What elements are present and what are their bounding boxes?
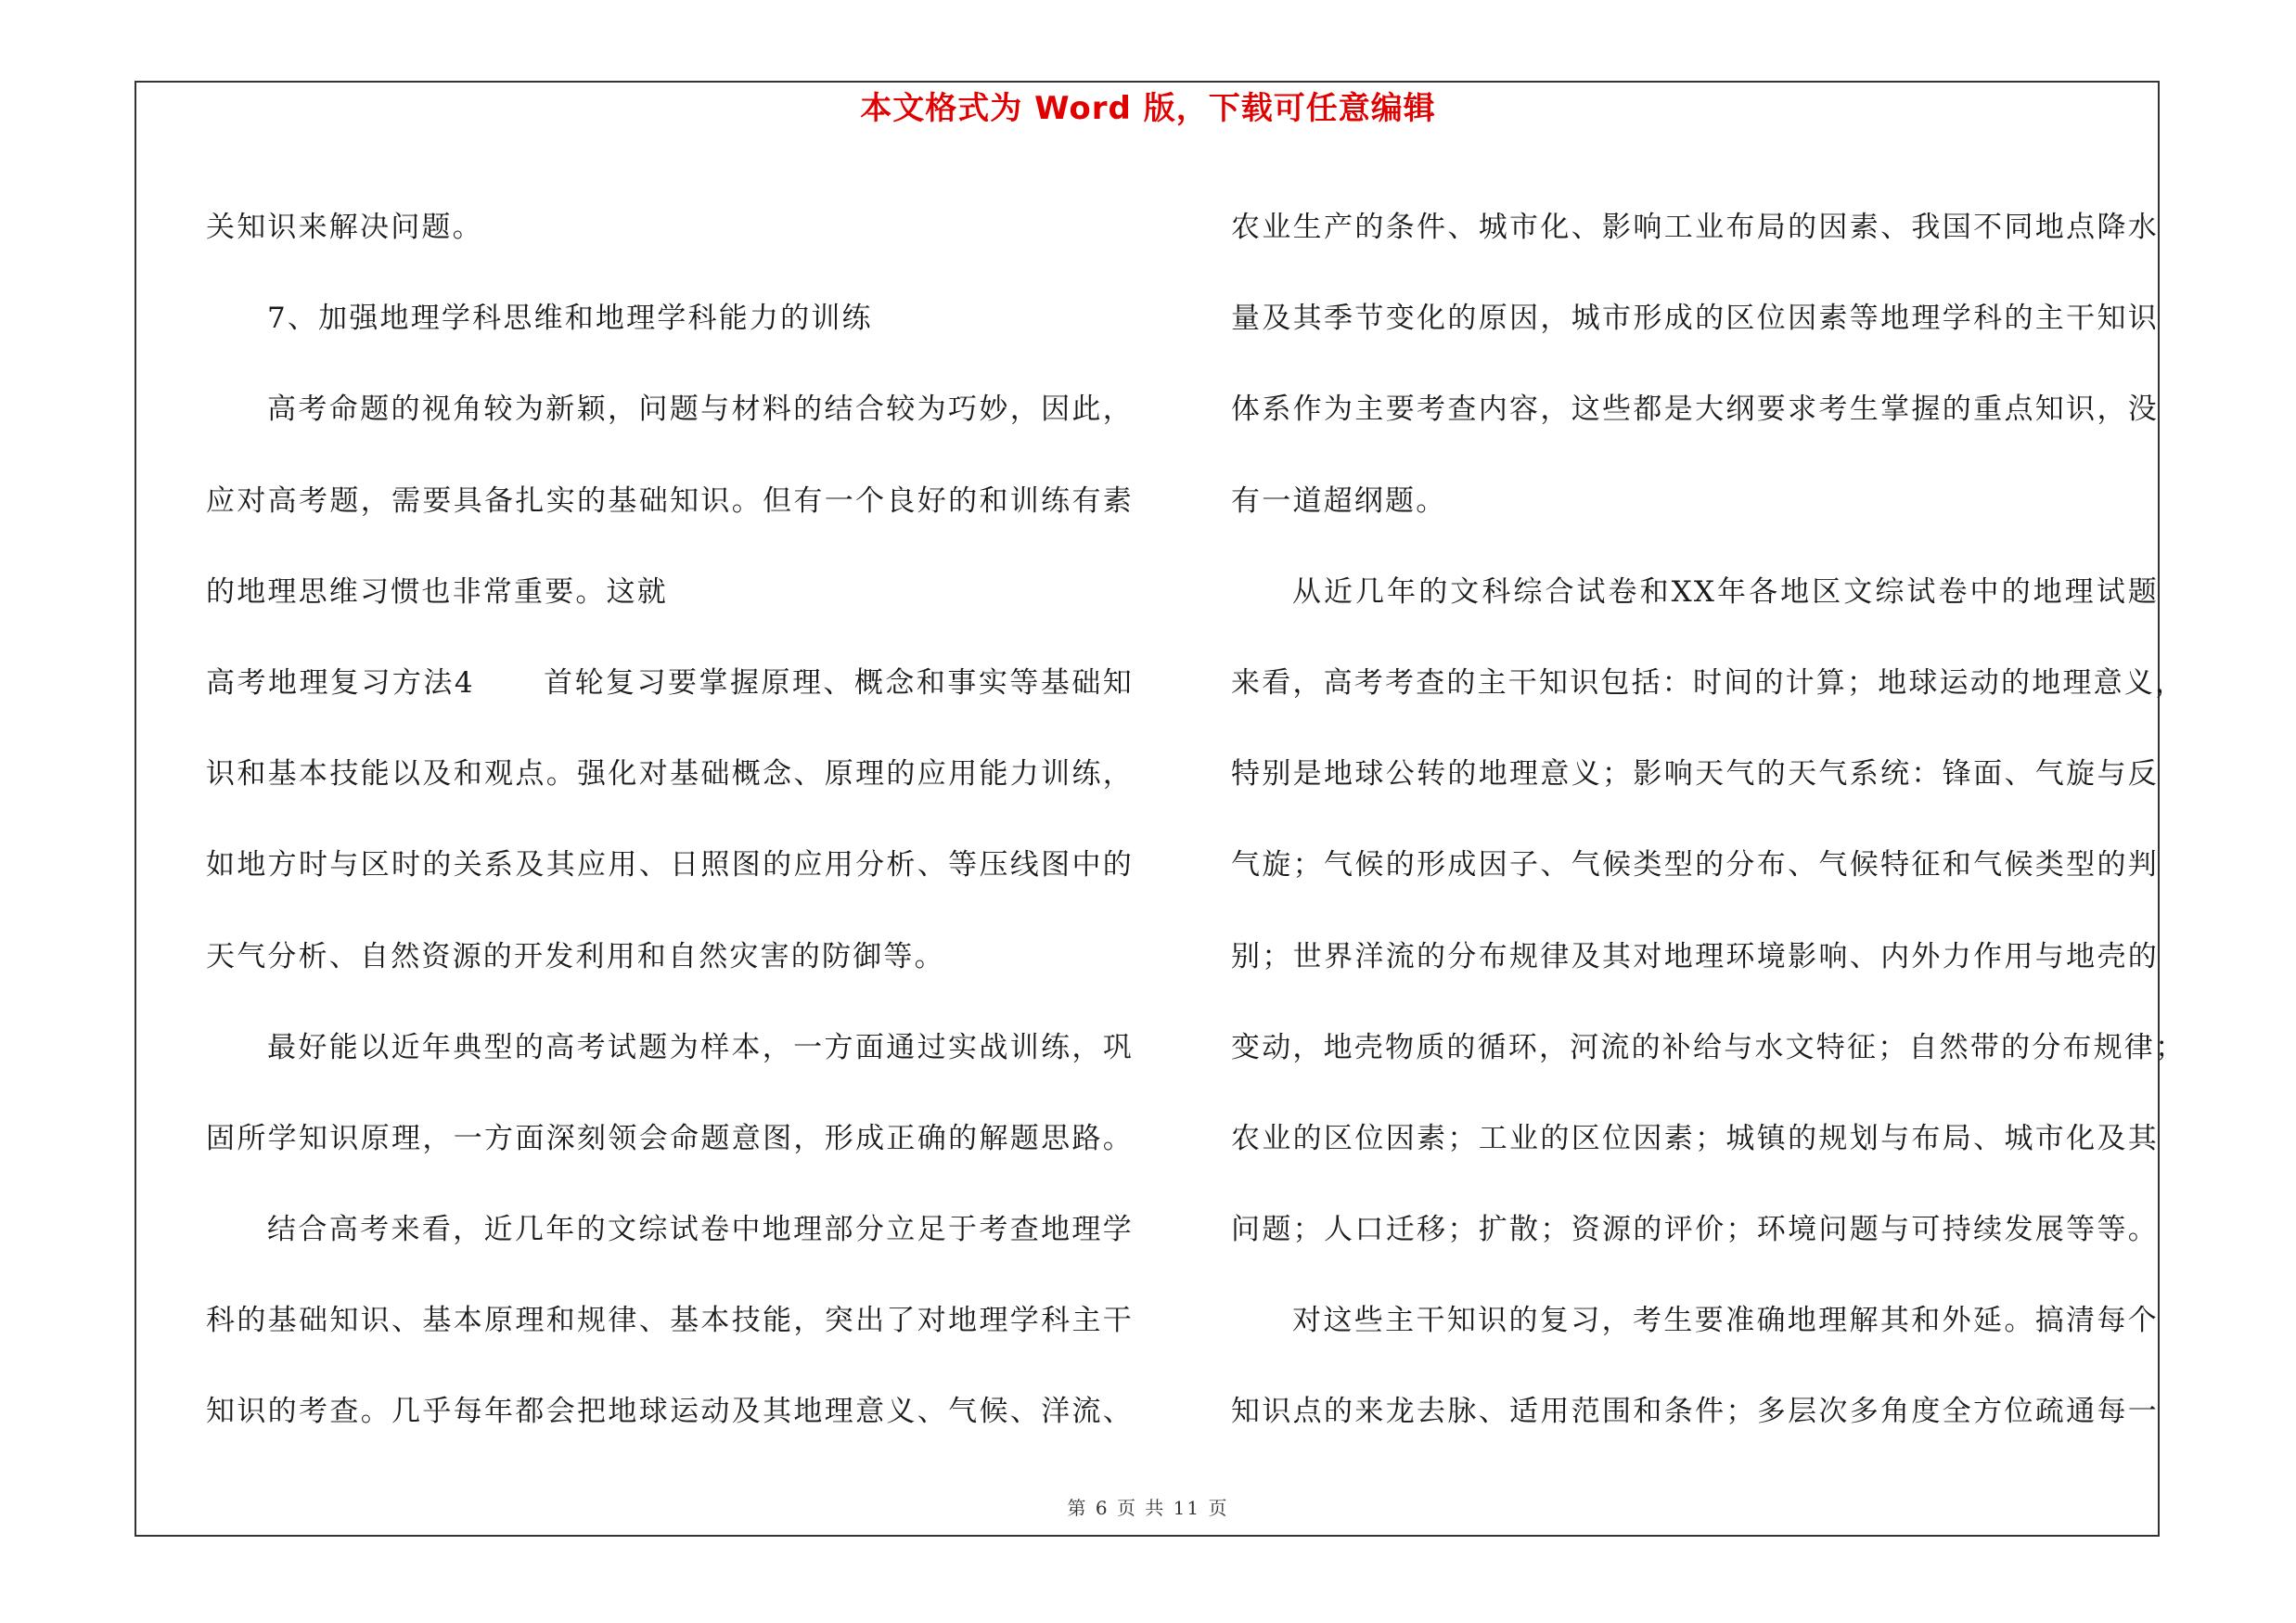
text-line: 识和基本技能以及和观点。强化对基础概念、原理的应用能力训练， bbox=[206, 757, 1134, 792]
text-line: 如地方时与区时的关系及其应用、日照图的应用分析、等压线图中的 bbox=[206, 848, 1134, 882]
text-line: 从近几年的文科综合试卷和XX年各地区文综试卷中的地理试题 bbox=[1292, 574, 2159, 609]
text-line: 农业生产的条件、城市化、影响工业布局的因素、我国不同地点降水 bbox=[1231, 211, 2159, 244]
text-line: 固所学知识原理，一方面深刻领会命题意图，形成正确的解题思路。 bbox=[206, 1121, 1134, 1155]
section-title-line bbox=[206, 638, 1134, 728]
text-line: 科的基础知识、基本原理和规律、基本技能，突出了对地理学科主干 bbox=[206, 1304, 1134, 1338]
text-line: 的地理思维习惯也非常重要。这就 bbox=[206, 574, 668, 609]
page-number: 第 6 页 共 11 页 bbox=[1067, 1497, 1229, 1519]
text-line: 对这些主干知识的复习，考生要准确地理解其和外延。搞清每个 bbox=[1292, 1304, 2159, 1338]
text-line: 别；世界洋流的分布规律及其对地理环境影响、内外力作用与地壳的 bbox=[1231, 939, 2159, 973]
text-line: 特别是地球公转的地理意义；影响天气的天气系统：锋面、气旋与反 bbox=[1231, 757, 2159, 792]
text-line: 变动，地壳物质的循环，河流的补给与水文特征；自然带的分布规律； bbox=[1231, 1030, 2187, 1064]
section-title: 高考地理复习方法4 bbox=[206, 665, 475, 700]
right-text-column bbox=[1231, 182, 2187, 1458]
text-line: 首轮复习要掌握原理、概念和事实等基础知 bbox=[543, 665, 1134, 700]
text-line: 高考命题的视角较为新颖，问题与材料的结合较为巧妙，因此， bbox=[267, 393, 1134, 427]
text-line: 体系作为主要考查内容，这些都是大纲要求考生掌握的重点知识，没 bbox=[1231, 393, 2159, 427]
text-line: 天气分析、自然资源的开发利用和自然灾害的防御等。 bbox=[206, 939, 945, 973]
text-line: 有一道超纲题。 bbox=[1231, 483, 1447, 518]
text-line: 结合高考来看，近几年的文综试卷中地理部分立足于考查地理学 bbox=[267, 1213, 1134, 1247]
left-text-column bbox=[206, 182, 1134, 1458]
text-line: 知识的考查。几乎每年都会把地球运动及其地理意义、气候、洋流、 bbox=[206, 1395, 1134, 1429]
section-heading: 7、加强地理学科思维和地理学科能力的训练 bbox=[267, 302, 873, 336]
text-line: 农业的区位因素；工业的区位因素；城镇的规划与布局、城市化及其 bbox=[1231, 1121, 2159, 1155]
text-line: 气旋；气候的形成因子、气候类型的分布、气候特征和气候类型的判 bbox=[1231, 848, 2159, 882]
text-line: 问题；人口迁移；扩散；资源的评价；环境问题与可持续发展等等。 bbox=[1231, 1213, 2159, 1247]
text-line: 最好能以近年典型的高考试题为样本，一方面通过实战训练，巩 bbox=[267, 1030, 1134, 1064]
text-line: 应对高考题，需要具备扎实的基础知识。但有一个良好的和训练有素 bbox=[206, 483, 1134, 518]
text-line: 知识点的来龙去脉、适用范围和条件；多层次多角度全方位疏通每一 bbox=[1231, 1395, 2159, 1429]
text-line: 关知识来解决问题。 bbox=[206, 211, 483, 244]
document-banner: 本文格式为 Word 版，下载可任意编辑 bbox=[860, 90, 1436, 127]
text-line: 量及其季节变化的原因，城市形成的区位因素等地理学科的主干知识 bbox=[1231, 302, 2159, 336]
text-line: 来看，高考考查的主干知识包括：时间的计算；地球运动的地理意义， bbox=[1231, 665, 2187, 700]
